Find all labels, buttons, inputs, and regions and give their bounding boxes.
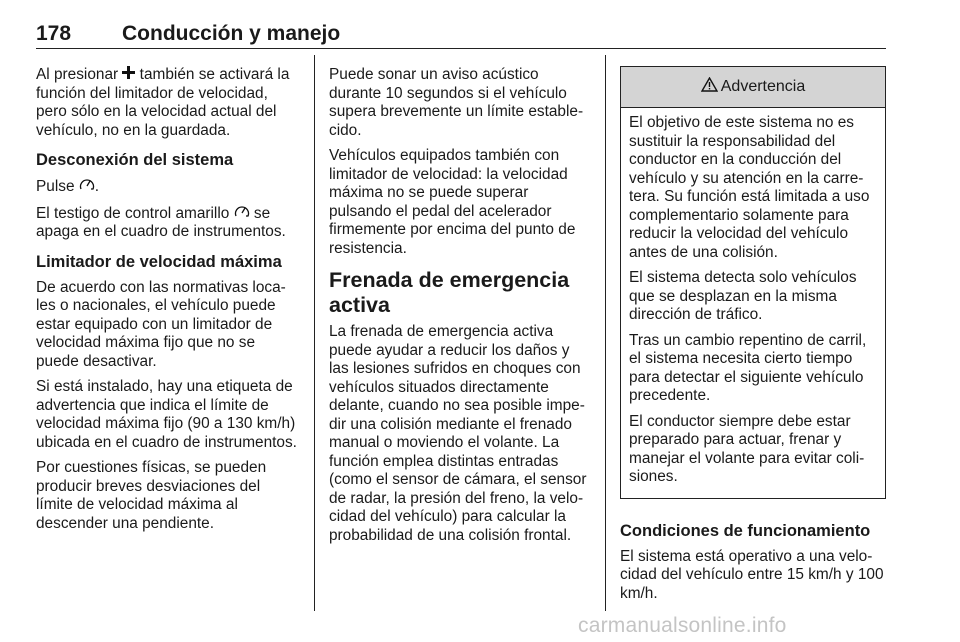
paragraph-yellow-indicator: El testigo de control amarillo se apaga en el cuadro de instrumentos. — [36, 204, 286, 240]
plus-icon — [122, 66, 135, 85]
warning-paragraph: El objetivo de este sistema no es sustituir la responsabilidad del conductor en la conducción del vehículo y su atención en la carretera. Su función está limitada a uso complementario solamente para reducir la velocidad del vehículo antes de una colisión. — [629, 114, 870, 261]
warning-paragraph: Tras un cambio repentino de carril, el sistema necesita cierto tiempo para detectar el siguiente vehículo precedente. — [629, 331, 867, 404]
paragraph-deviations: Por cuestiones físicas, se pueden producir breves desviaciones del límite de velocidad máxima al descender una pendiente. — [36, 459, 267, 532]
paragraph-plus-function: Al presionar también se activará la función del limitador de velocidad, pero sólo en la velocidad actual del vehículo, no en la guardada. — [36, 66, 290, 139]
page-header — [36, 22, 340, 46]
paragraph-press: Pulse . — [36, 178, 100, 195]
header-rule — [36, 48, 886, 49]
section-title: Conducción y manejo — [122, 22, 341, 45]
column-divider-2 — [605, 55, 606, 611]
heading-emergency-braking: Frenada de emergencia activa — [329, 268, 570, 317]
warning-title: Advertencia — [720, 77, 806, 95]
paragraph-vehicles-equipped: Vehículos equipados también con limitador de velocidad: la velocidad máxima no se puede superar pulsando el pedal del acelerador firmemente por encima del punto de resistencia. — [329, 147, 576, 257]
paragraph-operating-conditions: El sistema está operativo a una velocidad del vehículo entre 15 km/h y 100 km/h. — [620, 547, 884, 602]
warning-paragraph: El sistema detecta solo vehículos que se desplazan en la misma dirección de tráfico. — [629, 269, 857, 323]
warning-box — [620, 66, 886, 499]
warning-body — [621, 108, 885, 498]
watermark: carmanualsonline.info — [578, 614, 787, 637]
warning-triangle-icon — [701, 77, 718, 98]
speed-limiter-icon — [79, 177, 95, 197]
column-1 — [36, 66, 300, 540]
paragraph-emergency-braking: La frenada de emergencia activa puede ayudar a reducir los daños y las lesiones sufridos en choques con vehículos situados directamente delante, cuando no sea posible impedir una colisión mediante el frenado manual o moviendo el volante. La función emplea distintas entradas (como el sensor de cámara, el sensor de radar, la presión del freno, la velocidad del vehículo) para calcular la probabilidad de una colisión frontal. — [329, 323, 587, 544]
warning-header — [621, 67, 885, 108]
paragraph-regulations: De acuerdo con las normativas locales o nacionales, el vehículo puede estar equipado con un limitador de velocidad máxima fijo que no se puede desactivar. — [36, 278, 286, 370]
page-number: 178 — [36, 22, 72, 45]
heading-max-speed-limiter: Limitador de velocidad máxima — [36, 252, 282, 271]
paragraph-acoustic-warning: Puede sonar un aviso acústico durante 10 segundos si el vehículo supera brevemente un límite establecido. — [329, 66, 584, 139]
speed-limiter-icon — [234, 204, 250, 224]
column-2 — [329, 66, 591, 552]
paragraph-warning-label: Si está instalado, hay una etiqueta de advertencia que indica el límite de velocidad máxima fijo (90 a 130 km/h) ubicada en el cuadro de instrumentos. — [36, 378, 297, 451]
heading-disconnect: Desconexión del sistema — [36, 151, 234, 169]
column-divider-1 — [314, 55, 315, 611]
column-3 — [620, 66, 886, 610]
heading-operating-conditions: Condiciones de funcionamiento — [620, 521, 871, 540]
warning-paragraph: El conductor siempre debe estar preparado para actuar, frenar y manejar el volante para evitar colisiones. — [629, 412, 865, 485]
